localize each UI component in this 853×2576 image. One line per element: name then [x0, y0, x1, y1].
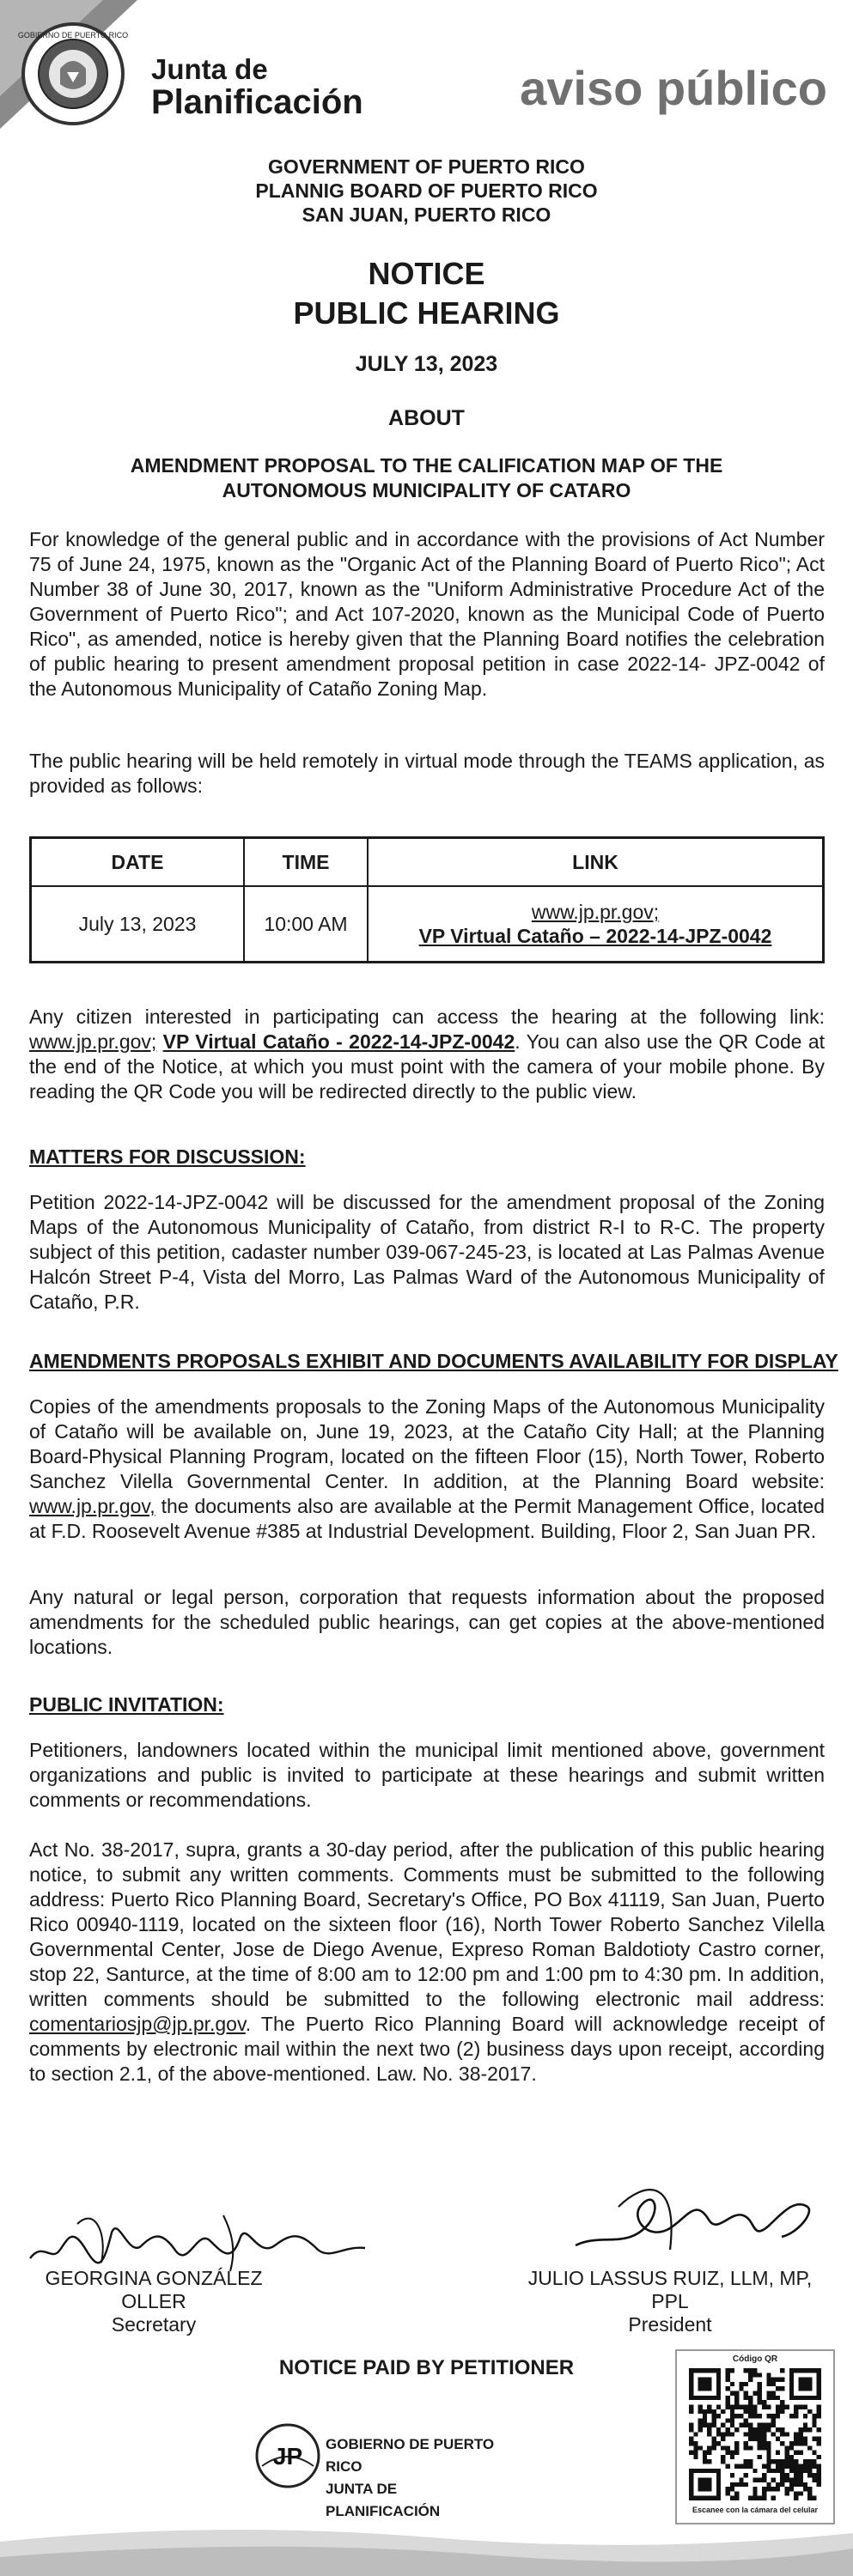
- brand-line2: Planificación: [151, 83, 363, 121]
- exhibit-text-end: the documents also are available at the Permit Management Office, located at F.D. Roosevelt Avenue #385 at Industrial Development. Building, Floor 2, San Juan PR.: [29, 1495, 825, 1542]
- amendment-title: [0, 453, 853, 503]
- website-link-inline[interactable]: www.jp.pr.gov;: [29, 1030, 157, 1053]
- jp-logo-text: [326, 2433, 511, 2523]
- jp-logo-icon: [253, 2421, 322, 2490]
- qr-code-icon[interactable]: [689, 2368, 821, 2500]
- government-heading: [0, 155, 853, 227]
- virtual-hearing-link-inline[interactable]: VP Virtual Cataño - 2022-14-JPZ-0042: [162, 1030, 515, 1053]
- about-label: ABOUT: [388, 406, 465, 430]
- access-paragraph: [29, 1005, 825, 1104]
- matters-heading: MATTERS FOR DISCUSSION:: [29, 1145, 306, 1168]
- comments-email-link[interactable]: comentariosjp@jp.pr.gov: [29, 2013, 246, 2035]
- intro-paragraph: For knowledge of the general public and in accordance with the provisions of Act Number 75 of June 24, 1975, known as the "Organic Act of the Planning Board of Puerto Rico"; Act Number 38 of June 30, 2017, known as the "Uniform Administrative Procedure Act of the Government of Puerto Rico"; and Act 107-2020, known as the Municipal Code of Puerto Rico", as amended, notice is hereby given that the Planning Board notifies the celebration of public hearing to present amendment proposal petition in case 2022-14- JPZ-0042 of the Autonomous Municipality of Cataño Zoning Map.: [29, 528, 825, 700]
- aviso-publico-label: aviso público: [520, 61, 827, 115]
- col-link-header: LINK: [368, 838, 824, 887]
- access-text-end: . You can also use the QR Code at the end of the Notice, at which you must point with the camera of your mobile phone. By reading the QR Code you will be redirected directly to the public view.: [29, 1030, 826, 1103]
- schedule-date: July 13, 2023: [31, 886, 245, 963]
- secretary-title: Secretary: [111, 2313, 197, 2336]
- exhibit-heading: AMENDMENTS PROPOSALS EXHIBIT AND DOCUMENTS AVAILABILITY FOR DISPLAY: [29, 1350, 838, 1372]
- schedule-time: 10:00 AM: [244, 886, 368, 963]
- information-paragraph: Any natural or legal person, corporation that requests information about the proposed amendments for the scheduled public hearings, can get copies at the above-mentioned locations.: [29, 1586, 825, 1658]
- svg-text:JP: JP: [272, 2443, 303, 2470]
- hearing-schedule-table: [29, 836, 825, 963]
- gov-line1: GOVERNMENT OF PUERTO RICO: [268, 155, 585, 178]
- gov-line3: SAN JUAN, PUERTO RICO: [302, 204, 551, 226]
- access-text: Any citizen interested in participating can access the hearing at the following link:: [29, 1005, 825, 1028]
- virtual-hearing-link[interactable]: VP Virtual Cataño – 2022-14-JPZ-0042: [418, 925, 772, 947]
- secretary-signature: [26, 2198, 369, 2275]
- secretary-name: GEORGINA GONZÁLEZ OLLER: [45, 2267, 263, 2312]
- notice-line1: NOTICE: [368, 256, 485, 291]
- comments-paragraph: [29, 1838, 825, 2087]
- president-signature: [567, 2172, 816, 2267]
- gov-line2: PLANNIG BOARD OF PUERTO RICO: [255, 179, 598, 202]
- remote-hearing-paragraph: The public hearing will be held remotely in virtual mode through the TEAMS application, as provided as follows:: [29, 750, 825, 797]
- comments-text: Act No. 38-2017, supra, grants a 30-day period, after the publication of this public hearing notice, to submit any written comments. Comments must be submitted to the following address: Puerto Rico Planning Board, Secretary's Office, PO Box 41119, San Juan, Puerto Rico 00940-1119, located on the sixteen floor (16), North Tower Roberto Sanchez Vilella Governmental Center, Jose de Diego Avenue, Expreso Roman Baldotioty Castro corner, stop 22, Santurce, at the time of 8:00 am to 12:00 pm and 1:00 pm to 4:30 pm. In addition, written comments should be submitted to the following electronic mail address:: [29, 1838, 825, 2010]
- jp-line1: GOBIERNO DE PUERTO RICO: [326, 2436, 495, 2475]
- schedule-link-cell: [368, 886, 824, 963]
- planning-board-brand: [151, 55, 363, 119]
- notice-title: [0, 254, 853, 333]
- col-date-header: DATE: [31, 838, 245, 887]
- brand-line1: Junta de: [151, 53, 268, 85]
- svg-text:GOBIERNO DE PUERTO RICO: GOBIERNO DE PUERTO RICO: [17, 31, 129, 39]
- amendment-line1: AMENDMENT PROPOSAL TO THE CALIFICATION MAP OF THE: [130, 454, 723, 477]
- jp-line2: JUNTA DE PLANIFICACIÓN: [326, 2481, 441, 2519]
- notice-date: JULY 13, 2023: [355, 352, 498, 376]
- invitation-paragraph: Petitioners, landowners located within the municipal limit mentioned above, government organizations and public is invited to participate at these hearings and submit written comments or recommendations.: [29, 1739, 825, 1811]
- matters-paragraph: Petition 2022-14-JPZ-0042 will be discussed for the amendment proposal of the Zoning Maps of the Autonomous Municipality of Cataño, from district R-I to R-C. The property subject of this petition, cadaster number 039-067-245-23, is located at Las Palmas Avenue Halcón Street P-4, Vista del Morro, Las Palmas Ward of the Autonomous Municipality of Cataño, P.R.: [29, 1191, 825, 1313]
- exhibit-text: Copies of the amendments proposals to the Zoning Maps of the Autonomous Municipality of Cataño will be available on, June 19, 2023, at the Cataño City Hall; at the Planning Board-Physical Planning Program, located on the fifteen Floor (15), North Tower, Roberto Sanchez Vilella Governmental Center. In addition, at the Planning Board website:: [29, 1395, 825, 1492]
- qr-label-bottom: Escanee con la cámara del celular: [692, 2506, 819, 2514]
- secretary-block: [29, 2267, 278, 2336]
- table-row: [31, 886, 824, 963]
- amendment-line2: AUTONOMOUS MUNICIPALITY OF CATARO: [222, 479, 631, 501]
- president-block: [507, 2267, 833, 2336]
- qr-label-top: Código QR: [732, 2354, 778, 2364]
- jp-footer-logo: [253, 2421, 511, 2519]
- comments-text-end: . The Puerto Rico Planning Board will acknowledge receipt of comments by electronic mail within the next two (2) business days upon receipt, according to section 2.1, of the above-mentioned. Law. No. 38-2017.: [29, 2013, 825, 2085]
- president-title: President: [628, 2313, 712, 2336]
- president-name: JULIO LASSUS RUIZ, LLM, MP, PPL: [527, 2267, 813, 2312]
- notice-line2: PUBLIC HEARING: [293, 295, 560, 331]
- exhibit-paragraph: [29, 1394, 825, 1544]
- invitation-heading: PUBLIC INVITATION:: [29, 1693, 224, 1716]
- website-link-exhibit[interactable]: www.jp.pr.gov,: [29, 1495, 155, 1517]
- footer-wave-band: [0, 2516, 853, 2576]
- table-header-row: [31, 838, 824, 887]
- col-time-header: TIME: [244, 838, 368, 887]
- qr-code-box[interactable]: [675, 2349, 835, 2524]
- paid-notice: NOTICE PAID BY PETITIONER: [278, 2356, 575, 2379]
- website-link[interactable]: www.jp.pr.gov;: [531, 901, 660, 923]
